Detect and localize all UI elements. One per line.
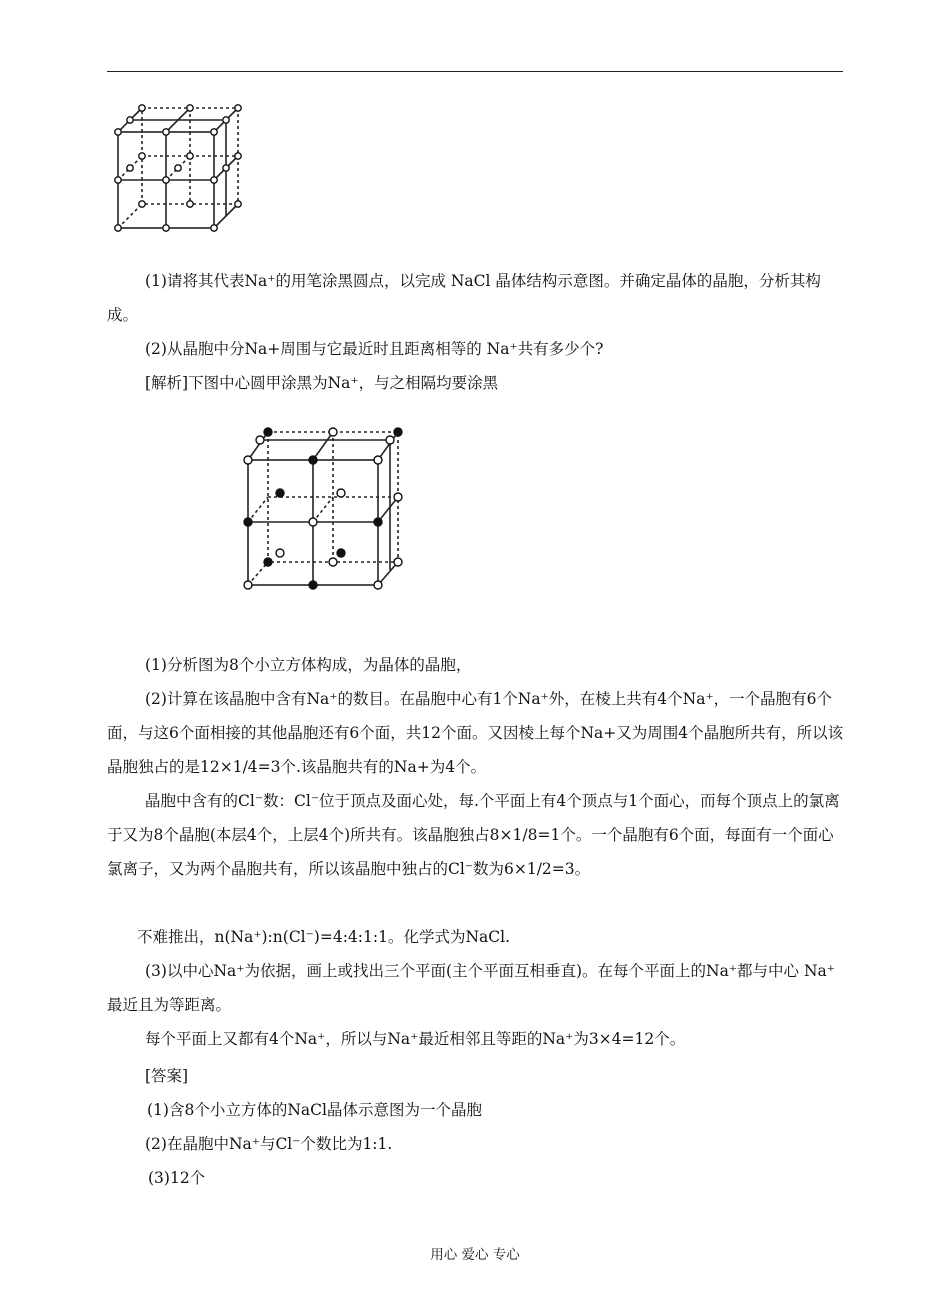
page-footer: 用心 爱心 专心 <box>430 1247 520 1263</box>
nacl-lattice-figure-blank <box>110 100 250 240</box>
header-rule <box>107 71 843 72</box>
question-1: (1)请将其代表Na⁺的用笔涂黑圆点，以完成 NaCl 晶体结构示意图。并确定晶体的晶胞，分析其构成。 <box>107 272 821 324</box>
answer-label: [答案] <box>145 1067 189 1085</box>
analysis-p4: 不难推出，n(Na⁺):n(Cl⁻)=4:4:1:1。化学式为NaCl. <box>137 928 511 946</box>
analysis-p2: (2)计算在该晶胞中含有Na⁺的数目。在晶胞中心有1个Na⁺外，在棱上共有4个Na⁺，一个晶胞有6个面，与这6个面相接的其他晶胞还有6个面，共12个面。又因棱上每个Na+又为周围4个晶胞所共有，所以该晶胞独占的是12×1/4=3个.该晶胞共有的Na+为4个。 <box>107 690 844 776</box>
analysis-p6: 每个平面上又都有4个Na⁺，所以与Na⁺最近相邻且等距的Na⁺为3×4=12个。 <box>145 1030 686 1048</box>
answer-3: (3)12个 <box>148 1169 206 1187</box>
analysis-intro: [解析]下图中心圆甲涂黑为Na⁺，与之相隔均要涂黑 <box>145 374 499 392</box>
answer-1: (1)含8个小立方体的NaCl晶体示意图为一个晶胞 <box>147 1101 482 1119</box>
answer-2: (2)在晶胞中Na⁺与Cl⁻个数比为1:1. <box>145 1135 393 1153</box>
analysis-p1: (1)分析图为8个小立方体构成，为晶体的晶胞， <box>145 656 472 674</box>
analysis-p3: 晶胞中含有的Cl⁻数：Cl⁻位于顶点及面心处，每.个平面上有4个顶点与1个面心，而每个顶点上的氯离于又为8个晶胞(本层4个，上层4个)所共有。该晶胞独占8×1/8=1个。一个晶胞有6个面，每面有一个面心氯离子，又为两个晶胞共有，所以该晶胞中独占的Cl⁻数为6×1/2=3。 <box>107 792 840 878</box>
nacl-lattice-figure-filled <box>238 420 408 595</box>
analysis-p5: (3)以中心Na⁺为依据，画上或找出三个平面(主个平面互相垂直)。在每个平面上的Na⁺都与中心 Na⁺最近且为等距离。 <box>107 962 835 1014</box>
question-2: (2)从晶胞中分Na+周围与它最近时且距离相等的 Na⁺共有多少个? <box>145 340 604 358</box>
